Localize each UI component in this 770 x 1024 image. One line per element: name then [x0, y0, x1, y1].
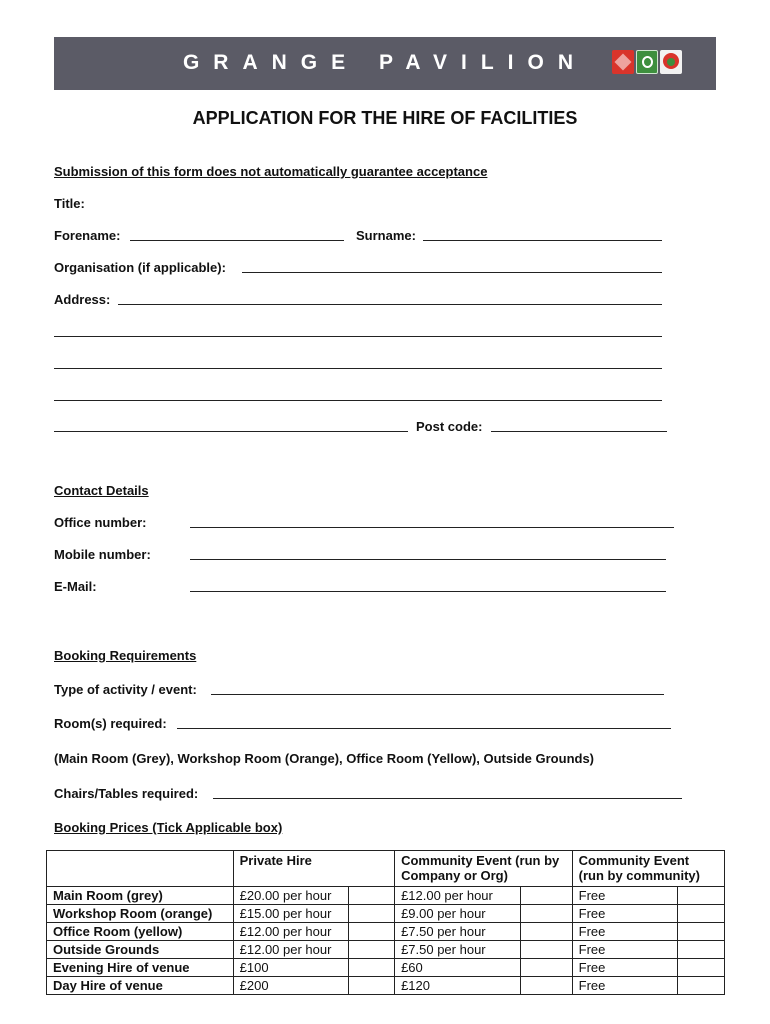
private-tick-box[interactable] [348, 923, 394, 941]
mobile-number-field[interactable] [190, 559, 666, 560]
surname-label: Surname: [356, 228, 416, 243]
company-tick-box[interactable] [521, 959, 572, 977]
email-field[interactable] [190, 591, 666, 592]
logo-3-icon [660, 50, 682, 74]
table-row [47, 887, 725, 905]
row-label: Office Room (yellow) [47, 923, 234, 941]
chairs-tables-field[interactable] [213, 798, 682, 799]
logo-1-icon [612, 50, 634, 74]
row-label: Main Room (grey) [47, 887, 234, 905]
table-row [47, 941, 725, 959]
header-empty-cell [47, 851, 234, 887]
contact-details-heading: Contact Details [54, 483, 149, 498]
row-label: Workshop Room (orange) [47, 905, 234, 923]
company-price: £120 [395, 977, 521, 995]
address-line-5-field[interactable] [54, 431, 408, 432]
header-private-hire: Private Hire [233, 851, 394, 887]
table-row [47, 959, 725, 977]
table-row [47, 977, 725, 995]
acceptance-notice: Submission of this form does not automatically guarantee acceptance [54, 164, 488, 179]
chairs-tables-label: Chairs/Tables required: [54, 786, 199, 801]
community-price: Free [572, 887, 677, 905]
forename-field[interactable] [130, 240, 344, 241]
private-price: £20.00 per hour [233, 887, 348, 905]
address-line-3-field[interactable] [54, 368, 662, 369]
title-label: Title: [54, 196, 85, 211]
office-number-field[interactable] [190, 527, 674, 528]
venue-title: GRANGE PAVILION [182, 51, 588, 74]
rooms-label: Room(s) required: [54, 716, 167, 731]
company-price: £12.00 per hour [395, 887, 521, 905]
private-tick-box[interactable] [348, 941, 394, 959]
address-line-2-field[interactable] [54, 336, 662, 337]
organisation-field[interactable] [242, 272, 662, 273]
postcode-field[interactable] [491, 431, 667, 432]
community-price: Free [572, 923, 677, 941]
private-price: £12.00 per hour [233, 923, 348, 941]
form-heading: APPLICATION FOR THE HIRE OF FACILITIES [192, 108, 578, 128]
community-tick-box[interactable] [677, 959, 724, 977]
company-tick-box[interactable] [521, 977, 572, 995]
community-tick-box[interactable] [677, 905, 724, 923]
header-community-community: Community Event (run by community) [572, 851, 724, 887]
address-label: Address: [54, 292, 111, 307]
community-tick-box[interactable] [677, 923, 724, 941]
logo-2-icon [636, 50, 658, 74]
company-tick-box[interactable] [521, 941, 572, 959]
rooms-field[interactable] [177, 728, 671, 729]
email-label: E-Mail: [54, 579, 97, 594]
activity-field[interactable] [211, 694, 664, 695]
company-price: £7.50 per hour [395, 923, 521, 941]
surname-field[interactable] [423, 240, 662, 241]
table-header-row [47, 851, 725, 887]
private-price: £12.00 per hour [233, 941, 348, 959]
forename-label: Forename: [54, 228, 121, 243]
private-price: £200 [233, 977, 348, 995]
private-price: £100 [233, 959, 348, 977]
office-number-label: Office number: [54, 515, 147, 530]
private-tick-box[interactable] [348, 887, 394, 905]
row-label: Evening Hire of venue [47, 959, 234, 977]
company-price: £7.50 per hour [395, 941, 521, 959]
company-tick-box[interactable] [521, 923, 572, 941]
table-row [47, 905, 725, 923]
mobile-number-label: Mobile number: [54, 547, 151, 562]
booking-prices-heading: Booking Prices (Tick Applicable box) [54, 820, 283, 835]
private-price: £15.00 per hour [233, 905, 348, 923]
company-tick-box[interactable] [521, 887, 572, 905]
company-tick-box[interactable] [521, 905, 572, 923]
company-price: £60 [395, 959, 521, 977]
community-price: Free [572, 905, 677, 923]
community-price: Free [572, 977, 677, 995]
logo-group [612, 50, 682, 74]
booking-requirements-heading: Booking Requirements [54, 648, 197, 663]
company-price: £9.00 per hour [395, 905, 521, 923]
organisation-label: Organisation (if applicable): [54, 260, 226, 275]
private-tick-box[interactable] [348, 959, 394, 977]
community-price: Free [572, 941, 677, 959]
row-label: Outside Grounds [47, 941, 234, 959]
booking-prices-table [46, 850, 725, 995]
private-tick-box[interactable] [348, 977, 394, 995]
community-tick-box[interactable] [677, 941, 724, 959]
address-line-4-field[interactable] [54, 400, 662, 401]
rooms-note: (Main Room (Grey), Workshop Room (Orange), Office Room (Yellow), Outside Grounds) [54, 751, 595, 766]
table-row [47, 923, 725, 941]
private-tick-box[interactable] [348, 905, 394, 923]
community-tick-box[interactable] [677, 887, 724, 905]
header-community-company: Community Event (run by Company or Org) [395, 851, 573, 887]
community-tick-box[interactable] [677, 977, 724, 995]
postcode-label: Post code: [416, 419, 483, 434]
address-line-1-field[interactable] [118, 304, 662, 305]
activity-label: Type of activity / event: [54, 682, 197, 697]
row-label: Day Hire of venue [47, 977, 234, 995]
community-price: Free [572, 959, 677, 977]
